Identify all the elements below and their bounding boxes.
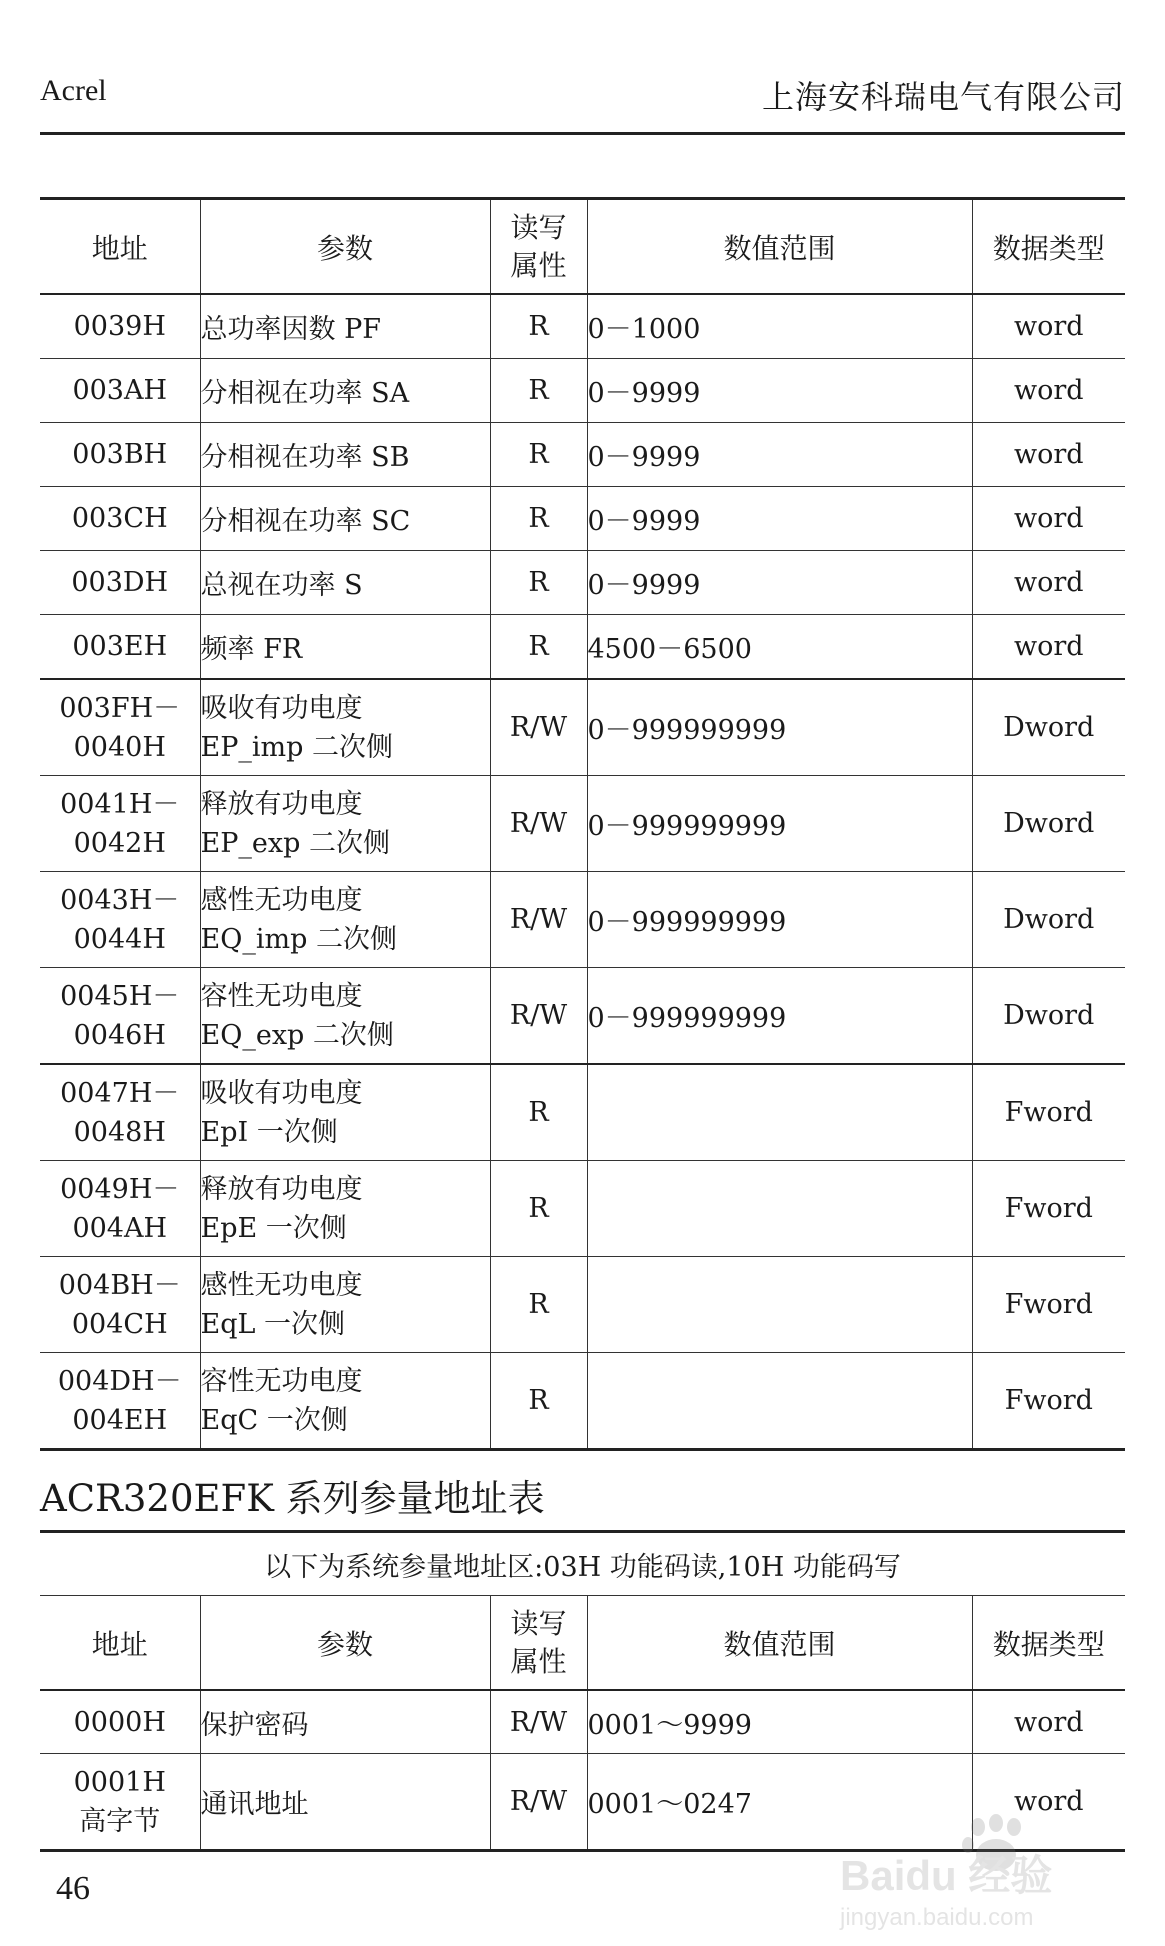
cell-parameter: 保护密码	[200, 1690, 490, 1754]
page-header	[40, 60, 1125, 135]
cell-type: Fword	[972, 1161, 1125, 1257]
cell-range: 0－999999999	[587, 872, 972, 968]
cell-parameter: 吸收有功电度 EpI 一次侧	[200, 1064, 490, 1161]
cell-type: Fword	[972, 1064, 1125, 1161]
cell-address: 0045H－ 0046H	[40, 968, 200, 1065]
company-name: 上海安科瑞电气有限公司	[761, 78, 1125, 116]
cell-type: Fword	[972, 1257, 1125, 1353]
register-table	[40, 197, 1125, 1451]
cell-type: word	[972, 1690, 1125, 1754]
brand-name: Acrel	[40, 74, 107, 107]
table-row	[40, 968, 1125, 1065]
col-header-parameter: 参数	[200, 199, 490, 295]
cell-rw: R/W	[490, 1754, 587, 1851]
cell-range: 4500－6500	[587, 615, 972, 680]
cell-type: word	[972, 359, 1125, 423]
cell-type: Dword	[972, 968, 1125, 1065]
cell-range: 0001～0247	[587, 1754, 972, 1851]
cell-rw: R	[490, 551, 587, 615]
table-row	[40, 423, 1125, 487]
cell-range: 0－9999	[587, 551, 972, 615]
table-row	[40, 294, 1125, 359]
cell-parameter: 分相视在功率 SA	[200, 359, 490, 423]
table-row	[40, 1064, 1125, 1161]
table-row	[40, 359, 1125, 423]
table-row	[40, 872, 1125, 968]
cell-address: 0000H	[40, 1690, 200, 1754]
cell-rw: R/W	[490, 872, 587, 968]
cell-range: 0－9999	[587, 359, 972, 423]
cell-address: 003EH	[40, 615, 200, 680]
cell-address: 004DH－ 004EH	[40, 1353, 200, 1450]
cell-address: 0001H 高字节	[40, 1754, 200, 1851]
cell-rw: R	[490, 1257, 587, 1353]
cell-range: 0－1000	[587, 294, 972, 359]
cell-address: 0049H－ 004AH	[40, 1161, 200, 1257]
col-header-rw: 读写 属性	[490, 1596, 587, 1691]
cell-type: Fword	[972, 1353, 1125, 1450]
cell-range	[587, 1161, 972, 1257]
cell-type: Dword	[972, 776, 1125, 872]
cell-parameter: 总视在功率 S	[200, 551, 490, 615]
col-header-parameter: 参数	[200, 1596, 490, 1691]
cell-parameter: 吸收有功电度 EP_imp 二次侧	[200, 679, 490, 776]
cell-rw: R	[490, 359, 587, 423]
cell-type: word	[972, 615, 1125, 680]
cell-address: 0041H－ 0042H	[40, 776, 200, 872]
col-header-range: 数值范围	[587, 199, 972, 295]
cell-range	[587, 1257, 972, 1353]
cell-address: 0039H	[40, 294, 200, 359]
col-header-type: 数据类型	[972, 199, 1125, 295]
cell-rw: R	[490, 1353, 587, 1450]
cell-range: 0－999999999	[587, 776, 972, 872]
cell-address: 003BH	[40, 423, 200, 487]
cell-rw: R	[490, 294, 587, 359]
table-row	[40, 551, 1125, 615]
table-row	[40, 1161, 1125, 1257]
cell-range: 0－9999	[587, 487, 972, 551]
col-header-address: 地址	[40, 1596, 200, 1691]
cell-rw: R	[490, 423, 587, 487]
table-row	[40, 776, 1125, 872]
cell-address: 003AH	[40, 359, 200, 423]
cell-parameter: 容性无功电度 EqC 一次侧	[200, 1353, 490, 1450]
col-header-type: 数据类型	[972, 1596, 1125, 1691]
cell-rw: R	[490, 615, 587, 680]
cell-parameter: 分相视在功率 SB	[200, 423, 490, 487]
cell-parameter: 感性无功电度 EqL 一次侧	[200, 1257, 490, 1353]
cell-parameter: 感性无功电度 EQ_imp 二次侧	[200, 872, 490, 968]
cell-rw: R/W	[490, 1690, 587, 1754]
cell-type: Dword	[972, 679, 1125, 776]
cell-type: word	[972, 294, 1125, 359]
cell-range: 0－999999999	[587, 968, 972, 1065]
cell-range: 0－9999	[587, 423, 972, 487]
table-note-row	[40, 1532, 1125, 1596]
cell-type: word	[972, 1754, 1125, 1851]
cell-rw: R	[490, 1161, 587, 1257]
cell-address: 003FH－ 0040H	[40, 679, 200, 776]
col-header-rw: 读写 属性	[490, 199, 587, 295]
section-title: ACR320EFK 系列参量地址表	[40, 1477, 545, 1520]
table-row	[40, 615, 1125, 680]
table-row	[40, 1257, 1125, 1353]
cell-range: 0－999999999	[587, 679, 972, 776]
cell-rw: R/W	[490, 776, 587, 872]
table-header-row	[40, 199, 1125, 295]
cell-parameter: 释放有功电度 EP_exp 二次侧	[200, 776, 490, 872]
baidu-watermark	[830, 1805, 1150, 1935]
col-header-address: 地址	[40, 199, 200, 295]
system-parameter-table	[40, 1530, 1125, 1852]
cell-type: word	[972, 423, 1125, 487]
table-row	[40, 487, 1125, 551]
cell-range: 0001～9999	[587, 1690, 972, 1754]
cell-parameter: 通讯地址	[200, 1754, 490, 1851]
cell-type: Dword	[972, 872, 1125, 968]
watermark-url: jingyan.baidu.com	[840, 1904, 1034, 1931]
table-row	[40, 679, 1125, 776]
cell-address: 0043H－ 0044H	[40, 872, 200, 968]
cell-address: 003CH	[40, 487, 200, 551]
cell-parameter: 容性无功电度 EQ_exp 二次侧	[200, 968, 490, 1065]
table-row	[40, 1353, 1125, 1450]
cell-range	[587, 1064, 972, 1161]
page-number: 46	[56, 1870, 90, 1907]
cell-parameter: 分相视在功率 SC	[200, 487, 490, 551]
cell-rw: R	[490, 487, 587, 551]
table-header-row	[40, 1596, 1125, 1691]
table-row	[40, 1690, 1125, 1754]
cell-address: 004BH－ 004CH	[40, 1257, 200, 1353]
cell-parameter: 释放有功电度 EpE 一次侧	[200, 1161, 490, 1257]
cell-range	[587, 1353, 972, 1450]
col-header-range: 数值范围	[587, 1596, 972, 1691]
table-note: 以下为系统参量地址区:03H 功能码读,10H 功能码写	[40, 1532, 1125, 1596]
cell-rw: R/W	[490, 968, 587, 1065]
cell-address: 0047H－ 0048H	[40, 1064, 200, 1161]
watermark-brand: Baidu 经验	[840, 1852, 1053, 1899]
cell-address: 003DH	[40, 551, 200, 615]
cell-parameter: 总功率因数 PF	[200, 294, 490, 359]
cell-rw: R	[490, 1064, 587, 1161]
cell-type: word	[972, 487, 1125, 551]
cell-parameter: 频率 FR	[200, 615, 490, 680]
cell-rw: R/W	[490, 679, 587, 776]
cell-type: word	[972, 551, 1125, 615]
